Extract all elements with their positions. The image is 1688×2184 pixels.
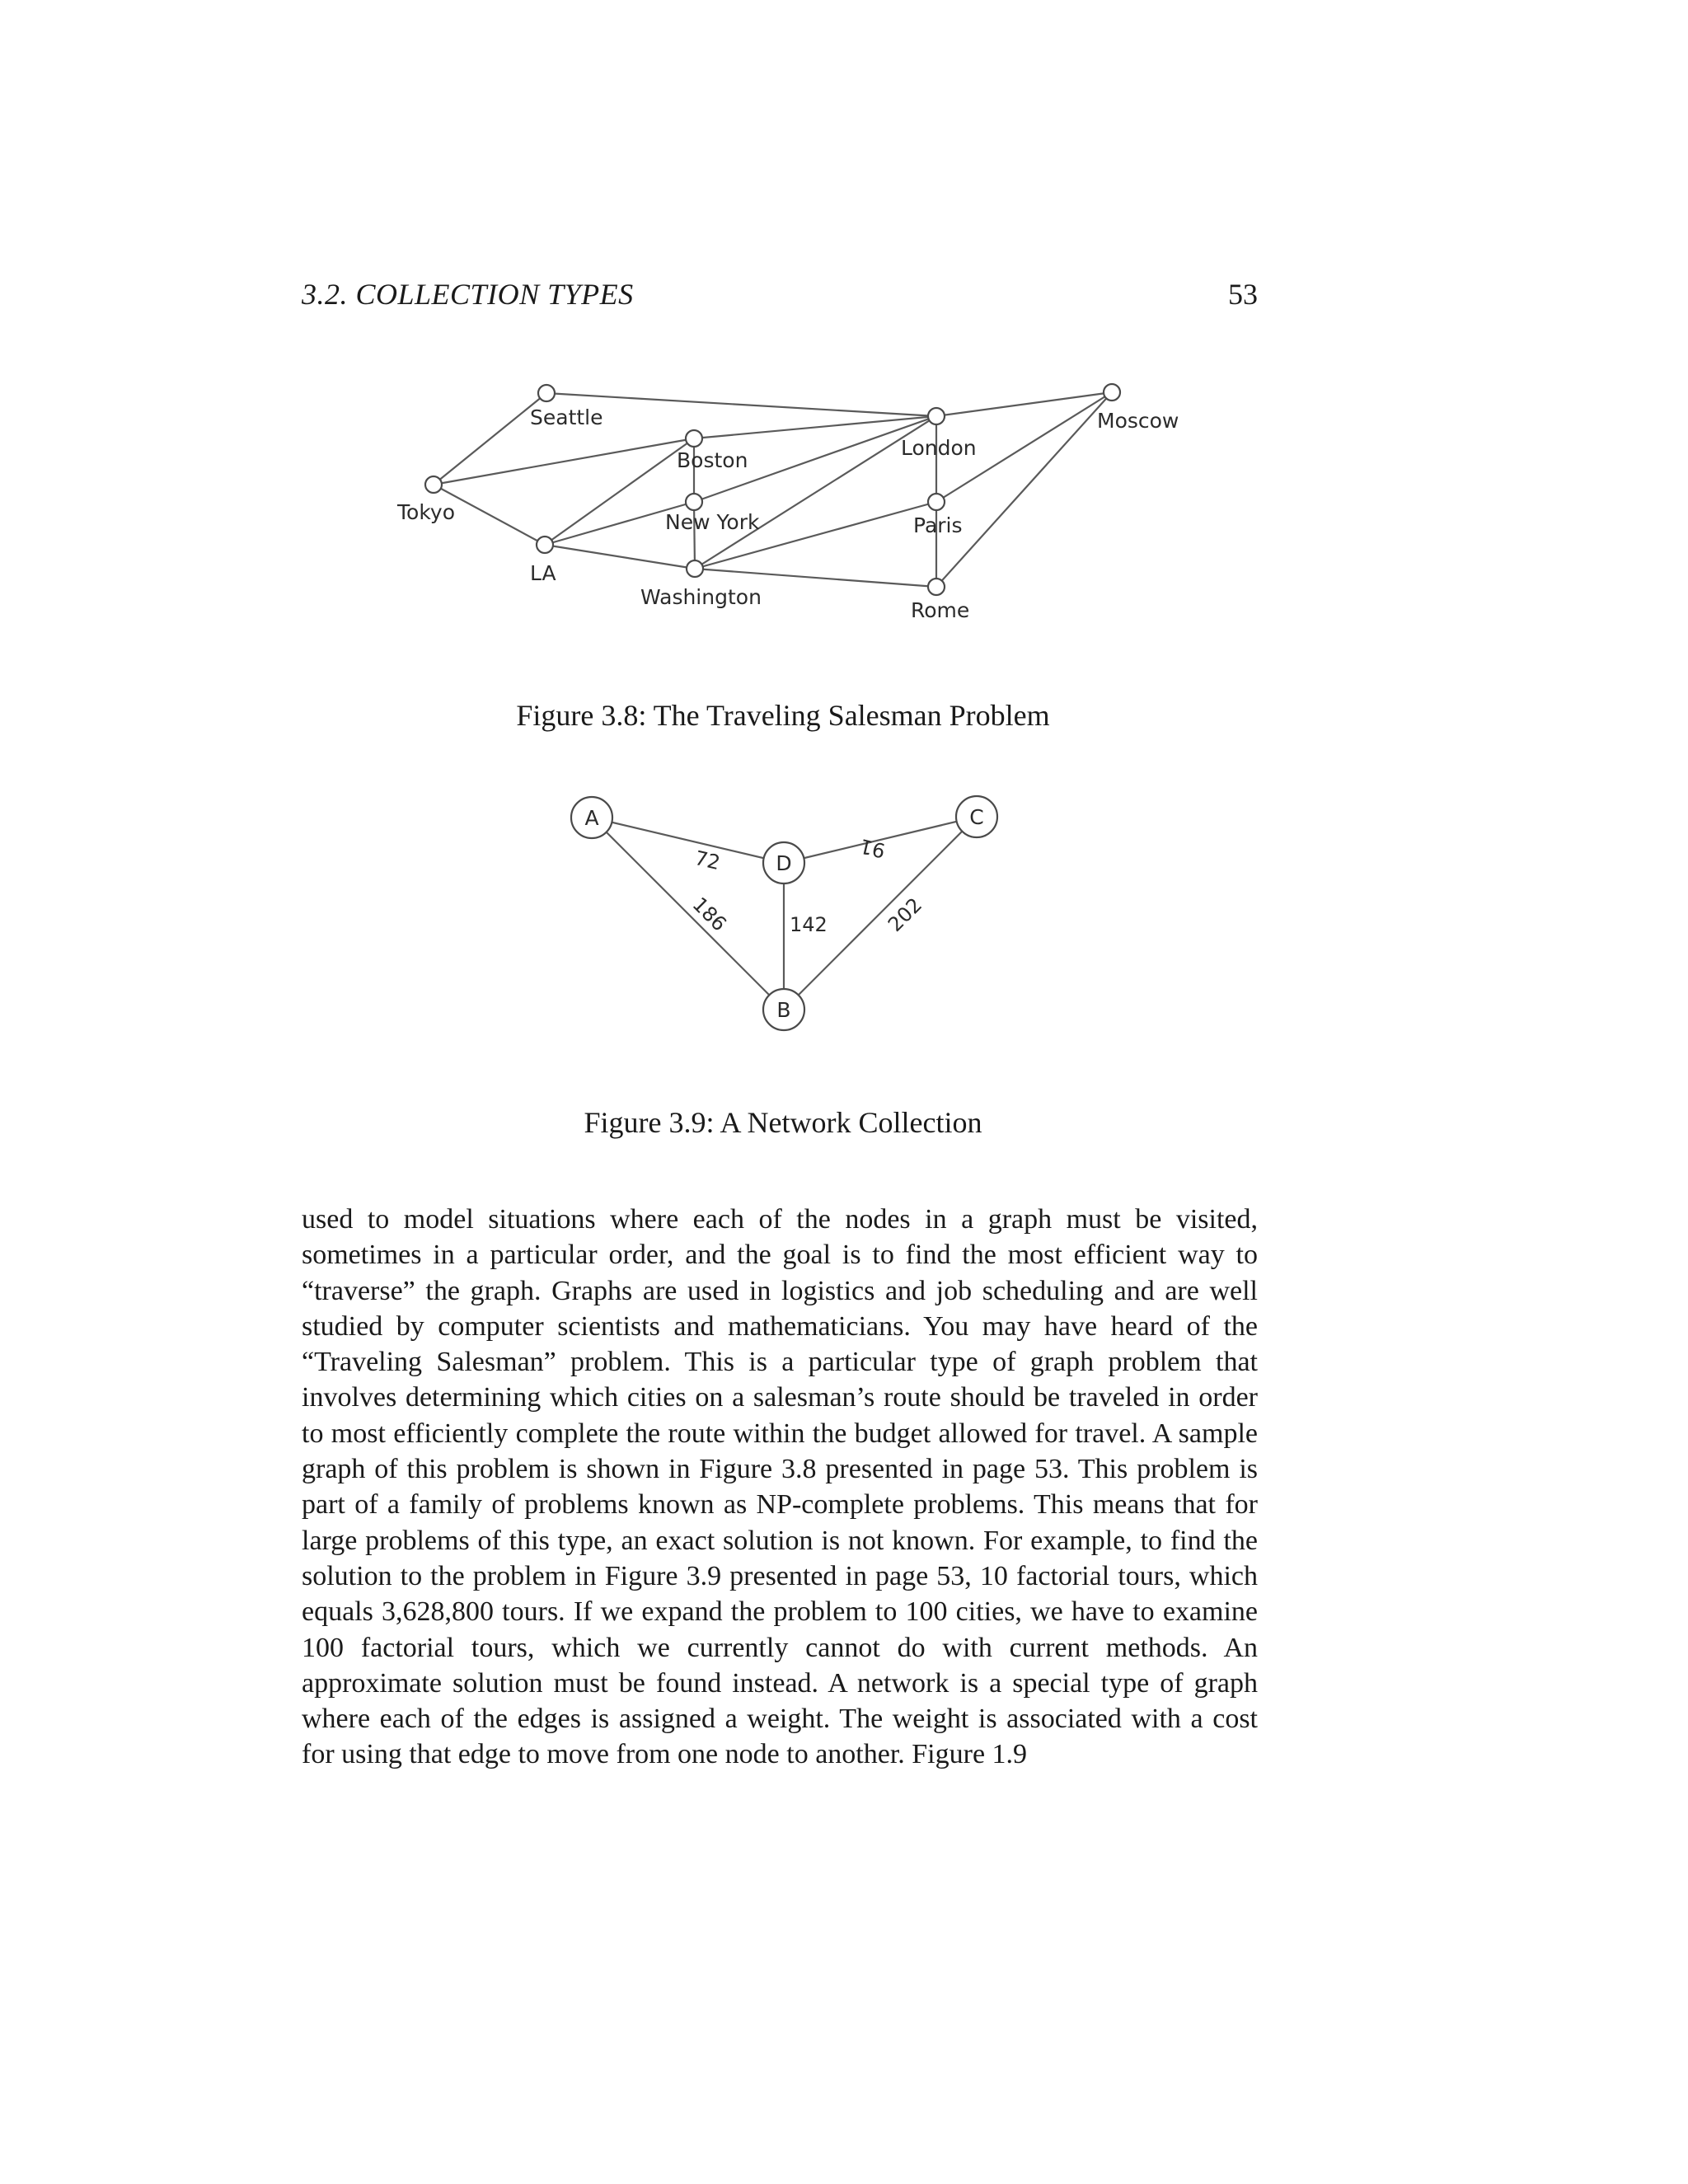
tsp-labels [396, 405, 1179, 622]
tsp-graph [0, 363, 1688, 659]
weight-a-d: 72 [692, 846, 723, 875]
edge-la-washington [545, 545, 695, 569]
edge-washington-rome [695, 569, 936, 587]
node-rome [928, 579, 945, 595]
edge-boston-london [694, 416, 936, 438]
node-london [928, 408, 945, 424]
label-rome: Rome [911, 598, 970, 622]
label-b: B [776, 998, 791, 1022]
node-paris [928, 494, 945, 510]
node-new-york [686, 494, 702, 510]
network-graph [0, 787, 1688, 1051]
running-head [302, 274, 1258, 315]
label-paris: Paris [913, 513, 963, 537]
label-la: LA [530, 561, 556, 585]
label-london: London [901, 436, 977, 460]
weight-c-b: 202 [883, 893, 927, 937]
edge-london-moscow [936, 392, 1112, 416]
edge-seattle-london [546, 393, 936, 416]
label-new-york: New York [665, 510, 760, 534]
section-title: 3.2. COLLECTION TYPES [302, 278, 634, 311]
weight-d-b: 142 [790, 913, 828, 936]
label-c: C [969, 805, 984, 829]
label-tokyo: Tokyo [397, 500, 455, 524]
figure-3-8-caption: Figure 3.8: The Traveling Salesman Problem [516, 699, 1050, 732]
node-seattle [538, 385, 555, 401]
label-washington: Washington [640, 585, 762, 609]
edge-a-b [592, 818, 784, 1010]
weight-a-b: 186 [687, 893, 731, 936]
body-paragraph: used to model situations where each of the nodes in a graph must be visited, sometimes in a particular order, and the goal is to find the most efficient way to “traverse” the graph. Graphs are used in logistics and job scheduling and are well studied by computer scientists and mathematicians. You may have heard of the “Traveling Salesman” problem. This is a particular type of graph problem that involves determining which cities on a salesman’s route should be traveled in order to most efficiently complete the route within the budget allowed for travel. A sample graph of this problem is shown in Figure 3.8 presented in page 53. This problem is part of a family of problems known as NP-complete problems. This means that for large problems of this type, an exact solution is not known. For example, to find the solution to the problem in Figure 3.9 presented in page 53, 10 factorial tours, which equals 3,628,800 tours. If we expand the problem to 100 cities, we have to examine 100 factorial tours, which we currently cannot do with current methods. An approximate solution must be found instead. A network is a special type of graph where each of the edges is assigned a weight. The weight is associated with a cost for using that edge to move from one node to another. Figure 1.9 [302, 1204, 1258, 1770]
label-seattle: Seattle [530, 405, 603, 429]
node-la [537, 537, 553, 553]
edge-rome-moscow [936, 392, 1112, 587]
node-washington [687, 560, 703, 577]
edge-tokyo-boston [434, 438, 694, 485]
figure-3-9-caption: Figure 3.9: A Network Collection [584, 1106, 982, 1139]
edge-a-d [592, 818, 784, 863]
label-d: D [776, 851, 792, 875]
node-tokyo [425, 476, 442, 493]
label-moscow: Moscow [1097, 409, 1179, 433]
page-number: 53 [1228, 278, 1258, 311]
node-boston [686, 430, 702, 447]
node-moscow [1104, 384, 1120, 401]
weight-d-c: 91 [857, 834, 888, 863]
label-boston: Boston [677, 448, 748, 472]
label-a: A [584, 806, 599, 830]
